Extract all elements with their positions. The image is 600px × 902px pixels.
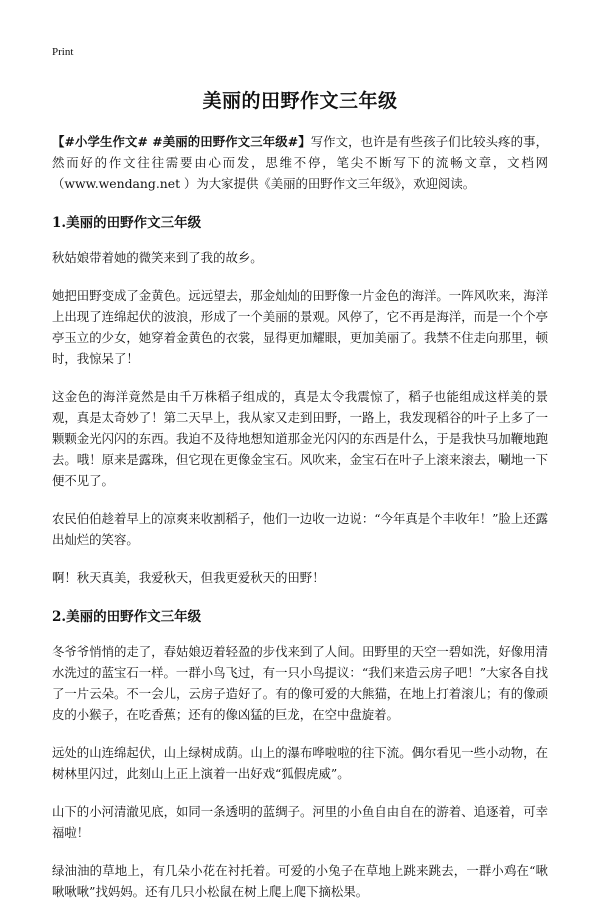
- section-1-paragraph-5: 啊！秋天真美，我爱秋天，但我更爱秋天的田野！: [52, 570, 325, 585]
- section-2-paragraph-3: 山下的小河清澈见底，如同一条透明的蓝绸子。河里的小鱼自由自在的游着、追逐着，可幸福啦！: [52, 804, 548, 840]
- intro-text: 写作文，也许是有些孩子们比较头疼的事，然而好的作文往往需要由心而发，思维不停，笔尖不断写下的流畅文章，文档网（www.wendang.net ）为大家提供《美丽的田野作文三年级》，欢迎阅读。: [52, 134, 548, 191]
- section-2-paragraph-2: 远处的山连绵起伏，山上绿树成荫。山上的瀑布哗啦啦的往下流。偶尔看见一些小动物，在树林里闪过，此刻山上正上演着一出好戏“狐假虎威”。: [52, 745, 548, 781]
- print-label: Print: [52, 46, 74, 58]
- section-1-paragraph-3: 这金色的海洋竟然是由千万株稻子组成的，真是太令我震惊了，稻子也能组成这样美的景观，真是太奇妙了！第二天早上，我从家又走到田野，一路上，我发现稻谷的叶子上多了一颗颗金光闪闪的东西。我迫不及待地想知道那金光闪闪的东西是什么，于是我快马加鞭地跑去。哦！原来是露珠，但它现在更像金宝石。风吹来，金宝石在叶子上滚来滚去，唰地一下便不见了。: [52, 389, 548, 488]
- section-1-paragraph-2: 她把田野变成了金黄色。远远望去，那金灿灿的田野像一片金色的海洋。一阵风吹来，海洋上出现了连绵起伏的波浪，形成了一个美丽的景观。风停了，它不再是海洋，而是一个个亭亭玉立的少女，她穿着金黄色的衣裳，显得更加耀眼，更加美丽了。我禁不住走向那里，顿时，我惊呆了！: [52, 288, 548, 366]
- article-title: 美丽的田野作文三年级: [202, 90, 398, 112]
- section-heading-2: 2.美丽的田野作文三年级: [52, 609, 202, 625]
- section-1-paragraph-4: 农民伯伯趁着早上的凉爽来收割稻子，他们一边收一边说：“今年真是个丰收年！”脸上还露出灿烂的笑容。: [52, 511, 548, 547]
- section-1-paragraph-1: 秋姑娘带着她的微笑来到了我的故乡。: [52, 250, 263, 265]
- section-2-paragraph-4: 绿油油的草地上，有几朵小花在衬托着。可爱的小兔子在草地上跳来跳去，一群小鸡在“啾啾啾啾”找妈妈。还有几只小松鼠在树上爬上爬下摘松果。: [52, 863, 548, 899]
- section-2-paragraph-1: 冬爷爷悄悄的走了，春姑娘迈着轻盈的步伐来到了人间。田野里的天空一碧如洗，好像用清水洗过的蓝宝石一样。一群小鸟飞过，有一只小鸟提议：“我们来造云房子吧！”大家各自找了一片云朵。不一会儿，云房子造好了。有的像可爱的大熊猫，在地上打着滚儿；有的像顽皮的小猴子，在吃香蕉；还有的像凶猛的巨龙，在空中盘旋着。: [52, 644, 548, 722]
- intro-paragraph: [52, 131, 548, 194]
- intro-tags: 【#小学生作文# #美丽的田野作文三年级#】: [52, 134, 311, 149]
- section-heading-1: 1.美丽的田野作文三年级: [52, 215, 202, 231]
